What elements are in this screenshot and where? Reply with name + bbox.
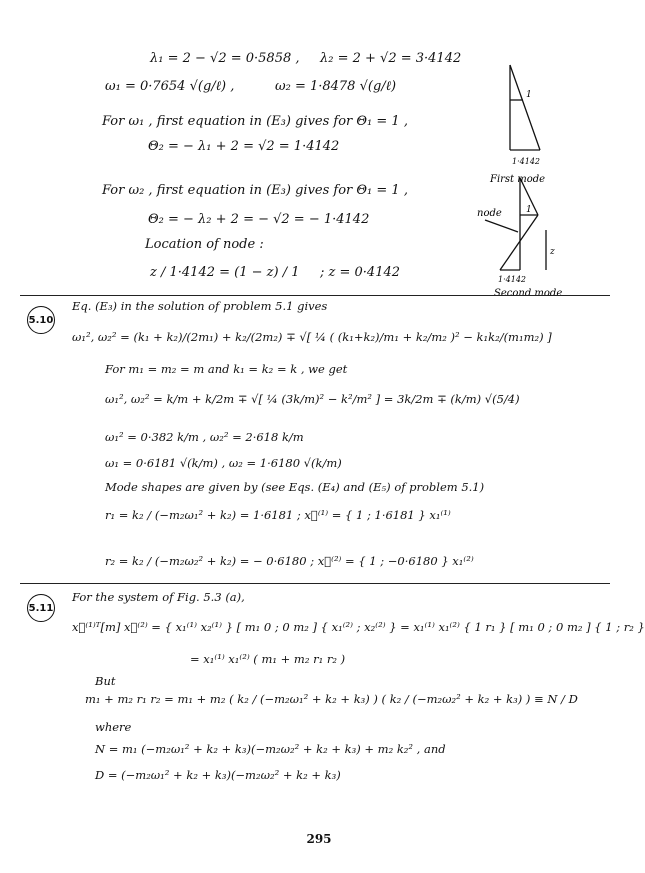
p510-eq-omega-simplified: ω₁², ω₂² = k/m + k/2m ∓ √[ ¼ (3k/m)² − k²/m² ] = 3k/2m ∓ (k/m) √(5/4): [105, 392, 520, 406]
first-mode-val-14142: 1·4142: [512, 157, 540, 166]
p510-intro: Eq. (E₃) in the solution of problem 5.1 gives: [72, 299, 328, 313]
second-mode-label: Second mode: [494, 288, 563, 299]
divider-511: [20, 583, 610, 584]
problem-badge-511: 5.11: [27, 594, 55, 622]
p511-but: But: [95, 674, 116, 688]
page-number: 295: [306, 832, 332, 846]
p511-where: where: [95, 720, 132, 734]
eq-omega1: ω₁ = 0·7654 √(g/ℓ) ,: [105, 79, 235, 94]
second-mode-shape-bottom: [500, 215, 538, 270]
p510-r1: r₁ = k₂ / (−m₂ω₁² + k₂) = 1·6181 ; x⃗⁽¹⁾ = { 1 ; 1·6181 } x₁⁽¹⁾: [105, 508, 451, 522]
p511-n-def: N = m₁ (−m₂ω₁² + k₂ + k₃)(−m₂ω₂² + k₂ + k₃) + m₂ k₂² , and: [95, 742, 446, 756]
p511-result: = x₁⁽¹⁾ x₁⁽²⁾ ( m₁ + m₂ r₁ r₂ ): [190, 652, 346, 666]
mode-shape-figure: [477, 60, 620, 300]
text-first-eq-omega2: For ω₂ , first equation in (E₃) gives for Θ₁ = 1 ,: [102, 183, 408, 198]
p511-orthogonality: x⃗⁽¹⁾ᵀ[m] x⃗⁽²⁾ = { x₁⁽¹⁾ x₂⁽¹⁾ } [ m₁ 0 ; 0 m₂ ] { x₁⁽²⁾ ; x₂⁽²⁾ } = x₁⁽¹⁾ x₁⁽²⁾ { 1 r₁ } [ m₁ 0 ; 0 m₂ ] { 1 ; r₂ }: [72, 620, 645, 634]
first-mode-label: First mode: [490, 174, 546, 185]
p511-d-def: D = (−m₂ω₁² + k₂ + k₃)(−m₂ω₂² + k₂ + k₃): [95, 768, 341, 782]
node-pointer: [485, 220, 518, 232]
eq-theta2-first: Θ₂ = − λ₁ + 2 = √2 = 1·4142: [148, 139, 340, 154]
p510-mode-shapes-text: Mode shapes are given by (see Eqs. (E₄) and (E₅) of problem 5.1): [105, 480, 485, 494]
p511-ratio: m₁ + m₂ r₁ r₂ = m₁ + m₂ ( k₂ / (−m₂ω₁² + k₂ + k₃) ) ( k₂ / (−m₂ω₂² + k₂ + k₃) ) ≡ N / D: [85, 692, 578, 706]
p511-intro: For the system of Fig. 5.3 (a),: [72, 590, 245, 604]
eq-node-ratio: z / 1·4142 = (1 − z) / 1: [150, 265, 300, 280]
text-first-eq-omega1: For ω₁ , first equation in (E₃) gives for Θ₁ = 1 ,: [102, 114, 408, 129]
first-mode-val-1: 1: [526, 90, 532, 100]
z-label: z: [550, 247, 555, 257]
p510-eq-omega-squared: ω₁² = 0·382 k/m , ω₂² = 2·618 k/m: [105, 430, 304, 444]
eq-lambda1: λ₁ = 2 − √2 = 0·5858 ,: [150, 51, 300, 66]
p510-eq-omega-values: ω₁ = 0·6181 √(k/m) , ω₂ = 1·6180 √(k/m): [105, 456, 342, 470]
p510-r2: r₂ = k₂ / (−m₂ω₂² + k₂) = − 0·6180 ; x⃗⁽²⁾ = { 1 ; −0·6180 } x₁⁽²⁾: [105, 554, 474, 568]
eq-node-z: ; z = 0·4142: [320, 265, 401, 280]
node-label: node: [477, 208, 502, 219]
text-location-of-node: Location of node :: [145, 237, 264, 252]
eq-theta2-second: Θ₂ = − λ₂ + 2 = − √2 = − 1·4142: [148, 212, 370, 227]
problem-badge-510: 5.10: [27, 306, 55, 334]
p510-for-equal: For m₁ = m₂ = m and k₁ = k₂ = k , we get: [105, 362, 348, 376]
divider-510: [20, 295, 610, 296]
second-mode-val-14142: 1·4142: [498, 275, 526, 284]
eq-omega2: ω₂ = 1·8478 √(g/ℓ): [275, 79, 397, 94]
first-mode-shape: [510, 65, 540, 150]
second-mode-val-1: 1: [526, 205, 532, 215]
p510-eq-omega-general: ω₁², ω₂² = (k₁ + k₂)/(2m₁) + k₂/(2m₂) ∓ √[ ¼ ( (k₁+k₂)/m₁ + k₂/m₂ )² − k₁k₂/(m₁m₂) ]: [72, 330, 552, 344]
eq-lambda2: λ₂ = 2 + √2 = 3·4142: [320, 51, 462, 66]
